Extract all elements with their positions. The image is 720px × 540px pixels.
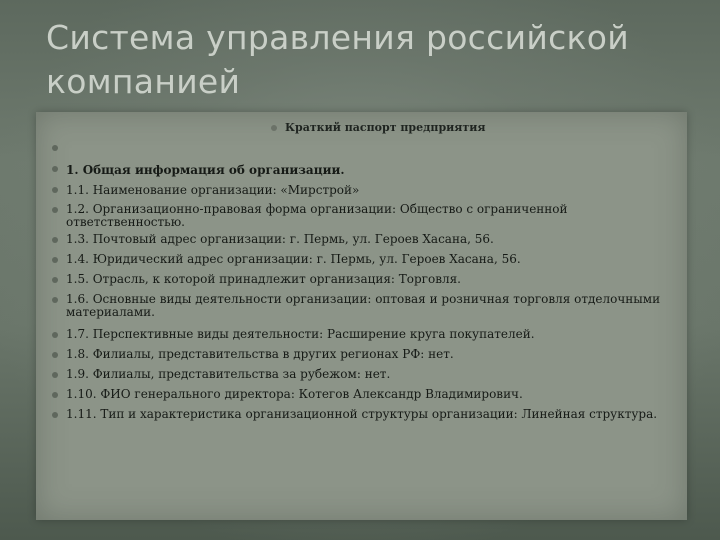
info-list — [52, 138, 682, 438]
bullet-icon — [52, 207, 58, 213]
list-item: 1.8. Филиалы, представительства в других регионах РФ: нет. — [52, 348, 682, 368]
bullet-icon — [52, 145, 58, 151]
slide-title: Система управления российской компанией — [46, 18, 629, 101]
list-item: 1.3. Почтовый адрес организации: г. Пермь, ул. Героев Хасана, 56. — [52, 233, 682, 253]
list-item: 1.11. Тип и характеристика организационной структуры организации: Линейная структура. — [52, 408, 682, 438]
list-item: 1.7. Перспективные виды деятельности: Расширение круга покупателей. — [52, 328, 682, 348]
list-item: 1.9. Филиалы, представительства за рубежом: нет. — [52, 368, 682, 388]
list-item: 1. Общая информация об организации. — [52, 156, 682, 184]
bullet-icon — [52, 332, 58, 338]
list-item: 1.1. Наименование организации: «Мирстрой» — [52, 184, 682, 203]
bullet-icon — [52, 392, 58, 398]
bullet-icon — [52, 352, 58, 358]
list-item: 1.5. Отрасль, к которой принадлежит организация: Торговля. — [52, 273, 682, 293]
bullet-icon — [52, 166, 58, 172]
subtitle: Краткий паспорт предприятия — [285, 121, 486, 134]
bullet-icon — [52, 257, 58, 263]
bullet-icon — [52, 187, 58, 193]
bullet-icon — [52, 297, 58, 303]
bullet-icon — [52, 237, 58, 243]
bullet-icon — [271, 125, 277, 131]
bullet-icon — [52, 412, 58, 418]
list-item: 1.10. ФИО генерального директора: Котегов Александр Владимирович. — [52, 388, 682, 408]
subtitle-row — [271, 121, 671, 134]
list-item: 1.2. Организационно-правовая форма организации: Общество с ограниченной ответственностью. — [52, 203, 682, 233]
list-item: 1.6. Основные виды деятельности организации: оптовая и розничная торговля отделочными материалами. — [52, 293, 682, 328]
bullet-icon — [52, 277, 58, 283]
list-item: 1.4. Юридический адрес организации: г. Пермь, ул. Героев Хасана, 56. — [52, 253, 682, 273]
bullet-icon — [52, 372, 58, 378]
list-item — [52, 138, 682, 156]
